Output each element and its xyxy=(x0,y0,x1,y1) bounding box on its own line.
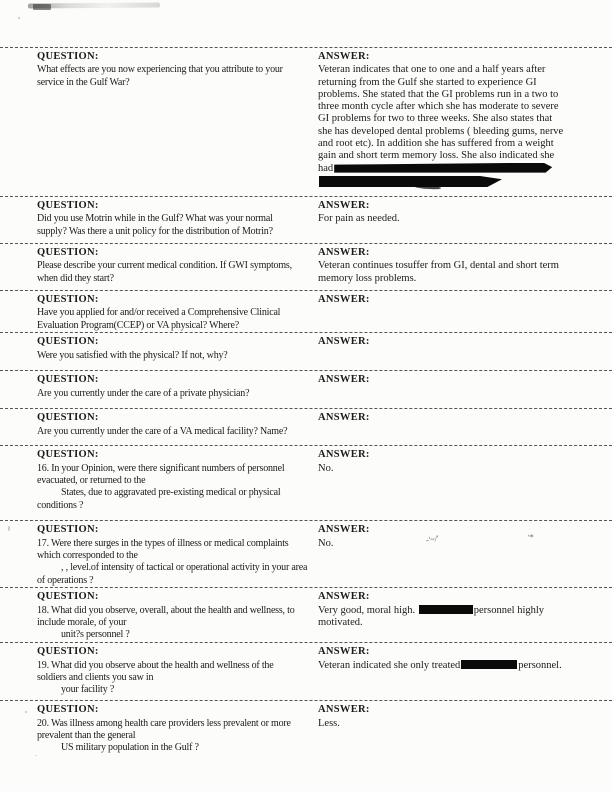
question-label: QUESTION: xyxy=(37,412,99,424)
qa-row xyxy=(0,290,612,332)
question-label: QUESTION: xyxy=(37,294,99,305)
question-line xyxy=(37,575,311,587)
question-text-segment: Have you applied for and/or received a Comprehensive Clinical xyxy=(37,307,281,319)
question-text-segment: supply? Was there a unit policy for the distribution of Motrin? xyxy=(37,225,273,237)
scan-smudge-top-core xyxy=(33,4,51,10)
question-cell xyxy=(37,294,311,332)
answer-line xyxy=(318,660,610,672)
answer-text-segment: motivated. xyxy=(318,616,363,628)
question-line xyxy=(37,660,311,672)
question-line xyxy=(37,273,311,285)
scan-smudge: -'~/' xyxy=(425,534,440,546)
answer-line xyxy=(318,126,610,138)
question-line xyxy=(37,718,311,730)
question-text-segment: of operations ? xyxy=(37,574,94,586)
question-text-segment: include morale, of your xyxy=(37,617,127,629)
question-text-segment: Are you currently under the care of a private physician? xyxy=(37,387,250,399)
question-line xyxy=(37,538,311,550)
question-line xyxy=(37,475,311,487)
question-line xyxy=(37,213,311,225)
answer-cell xyxy=(318,646,610,672)
qa-row xyxy=(0,520,612,587)
answer-line xyxy=(318,718,610,730)
answer-line xyxy=(318,138,610,150)
redaction-bar xyxy=(319,176,502,187)
question-line xyxy=(37,684,311,696)
answer-label: ANSWER: xyxy=(318,524,370,536)
answer-line xyxy=(318,150,610,162)
answer-label: ANSWER: xyxy=(318,336,370,348)
scan-speck xyxy=(35,755,37,756)
question-label: QUESTION: xyxy=(37,449,99,461)
question-text-segment: 16. In your Opinion, were there significant numbers of personnel xyxy=(37,462,285,474)
qa-row xyxy=(0,642,612,700)
question-line xyxy=(37,426,311,438)
question-line xyxy=(37,260,311,272)
question-text-segment: soldiers and clients you saw in xyxy=(37,672,154,684)
answer-cell xyxy=(318,336,610,349)
qa-rows xyxy=(0,47,612,757)
question-text-segment: your facility ? xyxy=(61,684,115,696)
answer-line xyxy=(318,163,610,175)
question-text-segment: 18. What did you observe, overall, about the health and wellness, to xyxy=(37,604,295,616)
question-label: QUESTION: xyxy=(37,247,99,258)
qa-row xyxy=(0,370,612,408)
question-line xyxy=(37,730,311,742)
question-text-segment: 17. Were there surges in the types of illness or medical complaints xyxy=(37,537,289,549)
question-label: QUESTION: xyxy=(37,524,99,536)
question-text-segment: States, due to aggravated pre-existing medical or physical xyxy=(61,487,281,499)
answer-text-segment: GI problems for two to three weeks. She also states that xyxy=(318,113,553,125)
answer-text-segment: memory loss problems. xyxy=(318,272,417,284)
redaction-bar xyxy=(334,163,552,173)
question-line xyxy=(37,77,311,89)
scan-speck xyxy=(8,526,10,531)
answer-text-segment: personnel highly xyxy=(473,604,545,616)
answer-line xyxy=(318,113,610,125)
answer-line xyxy=(318,273,610,285)
answer-text-segment: returning from the Gulf she started to experience GI xyxy=(318,76,537,88)
qa-row xyxy=(0,700,612,757)
answer-line xyxy=(318,101,610,113)
redaction-bar xyxy=(419,605,473,614)
question-line xyxy=(37,350,311,362)
answer-label: ANSWER: xyxy=(318,646,370,658)
question-label: QUESTION: xyxy=(37,591,99,603)
answer-text-segment: No. xyxy=(318,537,334,549)
answer-label: ANSWER: xyxy=(318,449,370,461)
question-text-segment: Evaluation Program(CCEP) or VA physical? Where? xyxy=(37,319,239,331)
question-line xyxy=(37,64,311,76)
question-text-segment: conditions ? xyxy=(37,499,84,511)
answer-line xyxy=(318,260,610,272)
question-line xyxy=(37,672,311,684)
answer-line xyxy=(318,89,610,101)
redaction-bar xyxy=(461,660,517,669)
answer-cell xyxy=(318,374,610,387)
answer-text-segment: Veteran indicates that one to one and a half years after xyxy=(318,64,546,76)
question-line xyxy=(37,629,311,641)
answer-cell xyxy=(318,704,610,730)
question-line xyxy=(37,562,311,574)
question-text-segment: 20. Was illness among health care providers less prevalent or more xyxy=(37,717,291,729)
question-text-segment: , , level.of intensity of tactical or operational activity in your area xyxy=(61,562,308,574)
question-text-segment: which corresponded to the xyxy=(37,550,138,562)
question-label: QUESTION: xyxy=(37,336,99,348)
answer-line xyxy=(318,77,610,89)
answer-text-segment: three month cycle after which she has moderate to severe xyxy=(318,101,559,113)
answer-label: ANSWER: xyxy=(318,412,370,424)
question-cell xyxy=(37,412,311,438)
answer-text-segment: and root etc). In addition she has suffered from a weight xyxy=(318,138,554,150)
question-text-segment: when did they start? xyxy=(37,272,114,284)
question-line xyxy=(37,742,311,754)
question-line xyxy=(37,617,311,629)
answer-cell xyxy=(318,247,610,285)
scan-speck xyxy=(25,711,27,713)
question-cell xyxy=(37,704,311,755)
answer-label: ANSWER: xyxy=(318,294,370,305)
question-text-segment: Are you currently under the care of a VA medical facility? Name? xyxy=(37,425,288,437)
question-line xyxy=(37,500,311,512)
answer-cell xyxy=(318,524,610,550)
question-cell xyxy=(37,247,311,285)
qa-row xyxy=(0,47,612,196)
question-line xyxy=(37,388,311,400)
answer-line xyxy=(318,605,610,617)
question-text-segment: prevalent than the general xyxy=(37,730,136,742)
question-cell xyxy=(37,646,311,697)
answer-text-segment: she has developed dental problems ( bleeding gums, nerve xyxy=(318,125,564,137)
question-label: QUESTION: xyxy=(37,51,99,62)
answer-cell xyxy=(318,449,610,475)
question-cell xyxy=(37,51,311,89)
question-line xyxy=(37,226,311,238)
answer-label: ANSWER: xyxy=(318,200,370,211)
answer-line xyxy=(318,176,610,187)
question-text-segment: Were you satisfied with the physical? If not, why? xyxy=(37,349,228,361)
question-line xyxy=(37,320,311,332)
question-text-segment: What effects are you now experiencing that you attribute to your xyxy=(37,64,283,76)
question-cell xyxy=(37,449,311,512)
question-cell xyxy=(37,200,311,238)
answer-text-segment: gain and short term memory loss. She also indicated she xyxy=(318,150,555,162)
question-label: QUESTION: xyxy=(37,704,99,716)
question-line xyxy=(37,307,311,319)
answer-label: ANSWER: xyxy=(318,374,370,386)
answer-text-segment: Veteran continues tosuffer from GI, dental and short term xyxy=(318,260,559,272)
question-text-segment: evacuated, or returned to the xyxy=(37,475,146,487)
question-text-segment: Did you use Motrin while in the Gulf? What was your normal xyxy=(37,213,273,225)
answer-cell xyxy=(318,294,610,307)
answer-line xyxy=(318,617,610,629)
answer-label: ANSWER: xyxy=(318,704,370,716)
answer-text-segment: Very good, moral high. xyxy=(318,604,418,616)
qa-row xyxy=(0,408,612,445)
question-line xyxy=(37,487,311,499)
qa-row xyxy=(0,445,612,520)
answer-line xyxy=(318,213,610,225)
qa-row xyxy=(0,243,612,290)
answer-cell xyxy=(318,591,610,629)
qa-row xyxy=(0,587,612,642)
question-line xyxy=(37,463,311,475)
answer-text-segment: had xyxy=(318,162,334,174)
question-line xyxy=(37,550,311,562)
scan-speck xyxy=(18,17,20,19)
answer-cell xyxy=(318,412,610,425)
qa-row xyxy=(0,196,612,243)
answer-text-segment: Veteran indicated she only treated xyxy=(318,659,461,671)
answer-cell xyxy=(318,51,610,187)
answer-cell xyxy=(318,200,610,226)
answer-label: ANSWER: xyxy=(318,247,370,258)
answer-text-segment: personnel. xyxy=(518,659,562,671)
answer-text-segment: No. xyxy=(318,462,334,474)
answer-line xyxy=(318,538,610,550)
question-text-segment: service in the Gulf War? xyxy=(37,76,130,88)
question-line xyxy=(37,605,311,617)
question-label: QUESTION: xyxy=(37,646,99,658)
question-cell xyxy=(37,591,311,642)
question-text-segment: unit?s personnel ? xyxy=(61,629,130,641)
question-text-segment: 19. What did you observe about the health and wellness of the xyxy=(37,659,274,671)
question-cell xyxy=(37,336,311,362)
question-cell xyxy=(37,374,311,400)
answer-text-segment: problems. She stated that the GI problems run in a two to xyxy=(318,88,559,100)
question-cell xyxy=(37,524,311,587)
answer-line xyxy=(318,64,610,76)
question-text-segment: US military population in the Gulf ? xyxy=(61,742,199,754)
answer-text-segment: Less. xyxy=(318,717,340,729)
answer-label: ANSWER: xyxy=(318,51,370,62)
answer-line xyxy=(318,463,610,475)
question-text-segment: Please describe your current medical condition. If GWI symptoms, xyxy=(37,260,292,272)
answer-text-segment: For pain as needed. xyxy=(318,213,400,225)
question-label: QUESTION: xyxy=(37,200,99,211)
qa-row xyxy=(0,332,612,370)
answer-label: ANSWER: xyxy=(318,591,370,603)
scan-smudge: '* xyxy=(527,532,535,543)
question-label: QUESTION: xyxy=(37,374,99,386)
